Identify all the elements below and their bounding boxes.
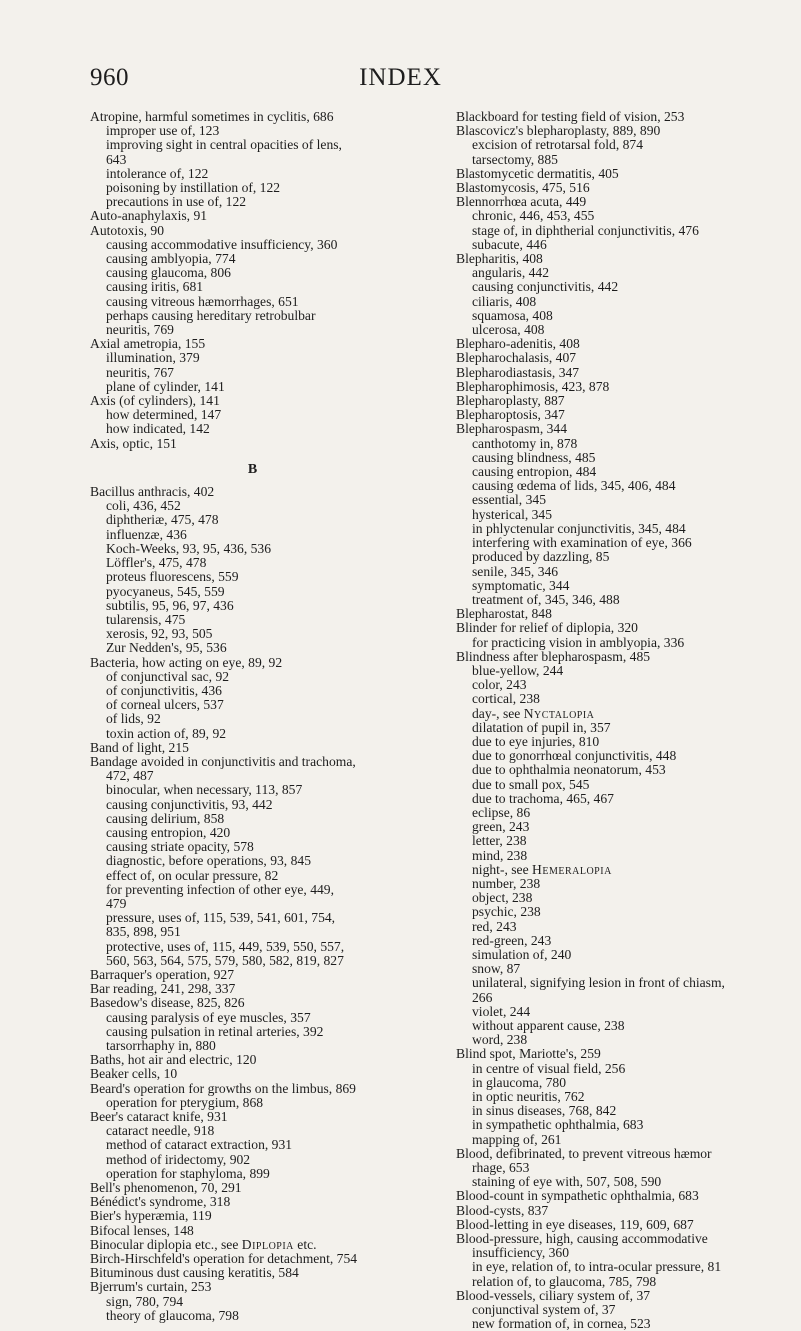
index-entry: Blood-letting in eye diseases, 119, 609, 687	[456, 1216, 694, 1232]
index-subentry: senile, 345, 346	[472, 563, 559, 579]
index-subentry: cataract needle, 918	[106, 1123, 215, 1139]
index-subentry: causing iritis, 681	[106, 279, 204, 295]
index-entry: Blood, defibrinated, to prevent vitreous hæmor	[456, 1145, 712, 1161]
index-subentry: psychic, 238	[472, 904, 541, 920]
index-subentry: causing entropion, 420	[106, 824, 231, 840]
index-entry-continuation: neuritis, 769	[106, 322, 174, 338]
index-subentry: relation of, to glaucoma, 785, 798	[472, 1273, 657, 1289]
index-subentry: due to trachoma, 465, 467	[472, 790, 614, 806]
index-subentry: causing glaucoma, 806	[106, 265, 231, 281]
index-subentry: subtilis, 95, 96, 97, 436	[106, 597, 234, 613]
index-subentry: effect of, on ocular pressure, 82	[106, 867, 279, 883]
index-entry: Binocular diplopia etc., see Diplopia etc.	[90, 1236, 317, 1252]
index-subentry: method of iridectomy, 902	[106, 1151, 251, 1167]
index-entry: Blepharochalasis, 407	[456, 350, 577, 366]
index-entry: Blind spot, Mariotte's, 259	[456, 1046, 601, 1062]
page-number: 960	[90, 64, 129, 91]
index-subentry: produced by dazzling, 85	[472, 549, 610, 565]
index-subentry: cortical, 238	[472, 691, 540, 707]
index-entry: Axis (of cylinders), 141	[90, 393, 220, 409]
index-subentry: interfering with examination of eye, 366	[472, 535, 692, 551]
index-subentry: causing amblyopia, 774	[106, 251, 236, 267]
index-subentry: essential, 345	[472, 492, 546, 508]
index-entry: Blascovicz's blepharoplasty, 889, 890	[456, 123, 661, 139]
index-entry: Blood-count in sympathetic ophthalmia, 683	[456, 1188, 699, 1204]
index-subentry: red, 243	[472, 918, 517, 934]
index-subentry: causing conjunctivitis, 442	[472, 279, 619, 295]
index-subentry: proteus fluorescens, 559	[106, 569, 239, 585]
index-entry: Blepharoptosis, 347	[456, 407, 565, 423]
index-entry: Blood-cysts, 837	[456, 1202, 549, 1218]
index-subentry: stage of, in diphtherial conjunctivitis, 476	[472, 222, 699, 238]
index-subentry: causing blindness, 485	[472, 449, 596, 465]
index-entry: Blindness after blepharospasm, 485	[456, 648, 651, 664]
index-subentry: conjunctival system of, 37	[472, 1302, 616, 1318]
index-entry: Blood-vessels, ciliary system of, 37	[456, 1287, 651, 1303]
index-subentry: snow, 87	[472, 961, 521, 977]
index-subentry: toxin action of, 89, 92	[106, 725, 227, 741]
index-entry-continuation: 835, 898, 951	[106, 924, 181, 940]
index-subentry: number, 238	[472, 875, 541, 891]
index-subentry: plane of cylinder, 141	[106, 378, 225, 394]
index-subentry: without apparent cause, 238	[472, 1018, 625, 1033]
index-subentry: causing paralysis of eye muscles, 357	[106, 1009, 311, 1025]
index-subentry: in glaucoma, 780	[472, 1074, 567, 1090]
index-subentry: method of cataract extraction, 931	[106, 1137, 293, 1153]
index-entry-continuation: 266	[472, 989, 493, 1005]
index-entry: Blepharospasm, 344	[456, 421, 568, 437]
section-letter: B	[247, 461, 258, 477]
index-subentry: Löffler's, 475, 478	[106, 555, 207, 571]
index-subentry: intolerance of, 122	[106, 165, 209, 181]
index-entry: Autotoxis, 90	[90, 222, 165, 238]
index-subentry: neuritis, 767	[106, 364, 174, 380]
index-subentry: due to gonorrhœal conjunctivitis, 448	[472, 748, 677, 764]
index-subentry: diagnostic, before operations, 93, 845	[106, 853, 311, 869]
index-subentry: night-, see Hemeralopia	[472, 861, 612, 877]
index-subentry: tarsorrhaphy in, 880	[106, 1038, 216, 1053]
index-subentry: symptomatic, 344	[472, 577, 570, 593]
index-subentry: of lids, 92	[106, 711, 161, 727]
index-subentry: operation for pterygium, 868	[106, 1094, 264, 1110]
index-entry: Bacillus anthracis, 402	[90, 484, 215, 500]
index-subentry: in eye, relation of, to intra-ocular pressure, 81	[472, 1259, 722, 1275]
index-subentry: unilateral, signifying lesion in front of chiasm,	[472, 975, 725, 991]
index-subentry: causing accommodative insufficiency, 360	[106, 236, 338, 252]
index-subentry: subacute, 446	[472, 236, 547, 252]
index-subentry: red-green, 243	[472, 932, 552, 948]
index-subentry: excision of retrotarsal fold, 874	[472, 137, 644, 153]
index-entry: Blepharostat, 848	[456, 606, 552, 622]
index-subentry: due to eye injuries, 810	[472, 733, 600, 749]
index-subentry: hysterical, 345	[472, 506, 553, 522]
index-subentry: ulcerosa, 408	[472, 322, 545, 338]
index-subentry: improving sight in central opacities of lens,	[106, 137, 342, 153]
right-column	[456, 110, 776, 1331]
index-subentry: color, 243	[472, 677, 527, 693]
index-subentry: how indicated, 142	[106, 421, 210, 437]
index-entry: Axis, optic, 151	[90, 435, 177, 451]
index-entry-continuation: 643	[106, 151, 127, 167]
index-subentry: dilatation of pupil in, 357	[472, 719, 611, 735]
index-subentry: tarsectomy, 885	[472, 151, 558, 167]
index-subentry: illumination, 379	[106, 350, 200, 366]
index-entry: Blackboard for testing field of vision, 253	[456, 109, 685, 124]
index-entry-continuation: rhage, 653	[472, 1160, 530, 1176]
index-subentry: causing œdema of lids, 345, 406, 484	[472, 478, 676, 494]
index-subentry: tularensis, 475	[106, 611, 186, 627]
index-subentry: in optic neuritis, 762	[472, 1089, 585, 1105]
index-subentry: in sympathetic ophthalmia, 683	[472, 1117, 644, 1133]
index-subentry: causing pulsation in retinal arteries, 392	[106, 1023, 324, 1039]
index-subentry: chronic, 446, 453, 455	[472, 208, 595, 224]
index-entry-continuation: insufficiency, 360	[472, 1245, 570, 1261]
index-subentry: poisoning by instillation of, 122	[106, 180, 281, 196]
index-subentry: in phlyctenular conjunctivitis, 345, 484	[472, 520, 686, 536]
index-entry: Birch-Hirschfeld's operation for detachment, 754	[90, 1251, 358, 1267]
index-entry-continuation: 479	[106, 895, 127, 911]
index-subentry: squamosa, 408	[472, 307, 553, 323]
index-entry: Auto-anaphylaxis, 91	[90, 208, 208, 224]
index-subentry: in sinus diseases, 768, 842	[472, 1103, 617, 1119]
index-entry: Bandage avoided in conjunctivitis and trachoma,	[90, 753, 356, 769]
index-subentry: letter, 238	[472, 833, 527, 849]
index-subentry: pyocyaneus, 545, 559	[106, 583, 225, 599]
index-subentry: sign, 780, 794	[106, 1293, 184, 1309]
index-subentry: staining of eye with, 507, 508, 590	[472, 1174, 662, 1190]
index-entry: Blepharitis, 408	[456, 251, 543, 267]
index-subentry: for preventing infection of other eye, 449,	[106, 881, 334, 897]
index-entry: Bjerrum's curtain, 253	[90, 1279, 212, 1295]
index-entry: Blepharophimosis, 423, 878	[456, 378, 610, 394]
index-subentry: how determined, 147	[106, 407, 222, 423]
index-subentry: violet, 244	[472, 1003, 531, 1019]
index-subentry: causing delirium, 858	[106, 810, 225, 826]
index-entry: Beaker cells, 10	[90, 1066, 178, 1082]
index-subentry: in centre of visual field, 256	[472, 1060, 626, 1076]
index-entry: Bituminous dust causing keratitis, 584	[90, 1265, 299, 1281]
index-subentry: binocular, when necessary, 113, 857	[106, 782, 303, 798]
index-entry: Bifocal lenses, 148	[90, 1222, 194, 1238]
index-subentry: of conjunctivitis, 436	[106, 682, 222, 698]
index-subentry: for practicing vision in amblyopia, 336	[472, 634, 685, 650]
index-subentry: causing striate opacity, 578	[106, 839, 254, 855]
index-entry-continuation: 472, 487	[106, 768, 154, 784]
index-subentry: causing conjunctivitis, 93, 442	[106, 796, 273, 812]
index-entry: Blood-pressure, high, causing accommodative	[456, 1231, 708, 1247]
index-subentry: Zur Nedden's, 95, 536	[106, 640, 227, 656]
index-entry-continuation: 560, 563, 564, 575, 579, 580, 582, 819, 827	[106, 952, 344, 968]
index-subentry: precautions in use of, 122	[106, 194, 247, 210]
index-entry: Blennorrhœa acuta, 449	[456, 194, 587, 210]
index-entry: Axial ametropia, 155	[90, 336, 206, 352]
index-subentry: protective, uses of, 115, 449, 539, 550, 557,	[106, 938, 345, 954]
index-subentry: word, 238	[472, 1032, 528, 1048]
index-entry: Bénédict's syndrome, 318	[90, 1194, 231, 1210]
index-subentry: mapping of, 261	[472, 1131, 562, 1147]
index-subentry: new formation of, in cornea, 523	[472, 1316, 651, 1331]
index-subentry: treatment of, 345, 346, 488	[472, 591, 620, 607]
index-subentry: of conjunctival sac, 92	[106, 668, 230, 684]
index-subentry: eclipse, 86	[472, 804, 531, 820]
index-entry: Blepharo-adenitis, 408	[456, 336, 580, 352]
index-entry: Blepharoplasty, 887	[456, 393, 565, 409]
left-column	[90, 110, 415, 1323]
index-entry: Blastomycetic dermatitis, 405	[456, 165, 619, 181]
running-head: INDEX	[359, 64, 442, 91]
index-entry: Bacteria, how acting on eye, 89, 92	[90, 654, 283, 670]
index-entry: Bier's hyperæmia, 119	[90, 1208, 212, 1224]
index-subentry: causing vitreous hæmorrhages, 651	[106, 293, 299, 309]
index-subentry: object, 238	[472, 890, 533, 906]
index-subentry: due to ophthalmia neonatorum, 453	[472, 762, 666, 778]
index-entry: Blepharodiastasis, 347	[456, 364, 580, 380]
index-entry: Bar reading, 241, 298, 337	[90, 981, 236, 997]
index-subentry: blue-yellow, 244	[472, 662, 564, 678]
index-subentry: influenzæ, 436	[106, 526, 187, 542]
index-subentry: pressure, uses of, 115, 539, 541, 601, 754,	[106, 910, 336, 926]
index-entry: Beard's operation for growths on the limbus, 869	[90, 1080, 356, 1096]
index-subentry: of corneal ulcers, 537	[106, 697, 224, 713]
index-subentry: xerosis, 92, 93, 505	[106, 626, 213, 642]
index-entry: Basedow's disease, 825, 826	[90, 995, 245, 1011]
index-subentry: simulation of, 240	[472, 946, 572, 962]
index-entry: Beer's cataract knife, 931	[90, 1109, 228, 1125]
index-entry: Blastomycosis, 475, 516	[456, 180, 590, 196]
index-subentry: Koch-Weeks, 93, 95, 436, 536	[106, 540, 272, 556]
index-entry: Baths, hot air and electric, 120	[90, 1052, 257, 1068]
index-subentry: due to small pox, 545	[472, 776, 590, 792]
index-subentry: causing entropion, 484	[472, 464, 597, 480]
index-entry: Barraquer's operation, 927	[90, 966, 235, 982]
index-entry: Blinder for relief of diplopia, 320	[456, 620, 638, 636]
index-subentry: diphtheriæ, 475, 478	[106, 512, 219, 528]
index-subentry: improper use of, 123	[106, 123, 220, 139]
index-subentry: green, 243	[472, 819, 530, 835]
index-subentry: angularis, 442	[472, 265, 550, 281]
index-subentry: canthotomy in, 878	[472, 435, 578, 451]
index-entry: Band of light, 215	[90, 739, 189, 755]
index-subentry: day-, see Nyctalopia	[472, 705, 595, 721]
index-subentry: operation for staphyloma, 899	[106, 1165, 270, 1181]
index-entry: Atropine, harmful sometimes in cyclitis, 686	[90, 109, 334, 124]
index-subentry: ciliaris, 408	[472, 293, 537, 309]
index-entry: Bell's phenomenon, 70, 291	[90, 1180, 242, 1196]
index-subentry: mind, 238	[472, 847, 528, 863]
index-subentry: coli, 436, 452	[106, 498, 181, 514]
index-subentry: theory of glaucoma, 798	[106, 1307, 239, 1323]
index-subentry: perhaps causing hereditary retrobulbar	[106, 307, 316, 323]
